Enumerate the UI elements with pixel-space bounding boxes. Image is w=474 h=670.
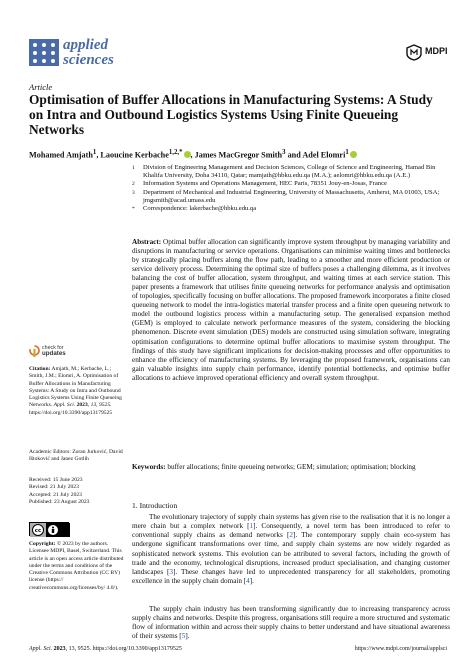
cc-license-badge[interactable] bbox=[29, 522, 69, 536]
affiliation-text: Information Systems and Operations Management, HEC Paris, 78351 Jouy-en-Josas, France bbox=[143, 180, 387, 188]
journal-name-line1: applied bbox=[63, 37, 108, 53]
citation-link[interactable]: 2 bbox=[289, 531, 293, 540]
publisher-logo[interactable] bbox=[405, 44, 446, 61]
abstract bbox=[132, 238, 450, 383]
author-list bbox=[29, 148, 449, 161]
journal-logo-icon bbox=[29, 39, 59, 66]
author-name: Laoucine Kerbache bbox=[100, 150, 169, 160]
footer-citation bbox=[29, 646, 182, 652]
footer-journal-link[interactable]: https://www.mdpi.com/journal/applsci bbox=[354, 646, 447, 652]
journal-name-line2: sciences bbox=[63, 52, 114, 68]
affiliation-text: Department of Mechanical and Industrial Engineering, University of Massachusetts, Amherst, MA 01003, USA; jmgsmith@acad.umass.edu bbox=[143, 188, 440, 204]
affiliations bbox=[132, 164, 452, 213]
copyright-text: © 2023 by the authors. Licensee MDPI, Basel, Switzerland. This article is an open access article distributed under the terms and conditions of the Creative Commons Attribution (CC BY) license (https:// creativecommons.org/licenses/by/ 4.0/). bbox=[29, 541, 124, 591]
text-run: ]. Consequently, a novel term has been introduced to refer to conventional supply chains as demand networks [ bbox=[132, 522, 450, 540]
intro-paragraph-2 bbox=[132, 605, 450, 642]
academic-editors bbox=[29, 449, 124, 464]
intro-paragraph-1 bbox=[132, 513, 450, 586]
journal-name bbox=[63, 38, 114, 68]
check-updates-icon bbox=[29, 345, 40, 358]
citation-text: Amjath, M.; Kerbache, L.; Smith, J.M.; Elomri, A. Optimisation of Buffer Allocations in Manufacturing Systems: A Study on Intra and Outbound Logistics Systems Using Finite Queueing Networks. bbox=[29, 366, 122, 409]
footer-rest: , 13, 9525. https://doi.org/10.3390/app13179525 bbox=[65, 646, 182, 652]
citation-label: Citation: bbox=[29, 366, 51, 372]
citation-link[interactable]: 1 bbox=[249, 522, 254, 531]
copyright-block bbox=[29, 541, 124, 592]
check-updates-label: check for bbox=[42, 345, 64, 351]
keywords bbox=[132, 463, 450, 472]
author-affil: 1 bbox=[345, 149, 349, 156]
abstract-label: Abstract: bbox=[132, 238, 162, 246]
orcid-icon[interactable] bbox=[184, 151, 191, 158]
affiliation-item bbox=[132, 164, 452, 180]
affiliation-item bbox=[132, 180, 452, 188]
dates-block bbox=[29, 477, 124, 506]
publisher-shield-icon bbox=[405, 44, 423, 61]
paper-title: Optimisation of Buffer Allocations in Manufacturing Systems: A Study on Intra and Outbound Logistics Systems Using Finite Queueing Networks bbox=[29, 92, 433, 137]
affiliation-item bbox=[132, 189, 452, 205]
footer-journal: Appl. Sci. bbox=[29, 646, 53, 652]
keywords-label: Keywords: bbox=[132, 463, 166, 471]
cc-label: cc bbox=[34, 528, 42, 535]
copyright-label: Copyright: bbox=[29, 541, 56, 547]
publisher-name: MDPI bbox=[425, 46, 448, 56]
check-updates-label: updates bbox=[42, 350, 66, 357]
text-run: ]. bbox=[185, 632, 190, 641]
affiliation-marker: 2 bbox=[132, 181, 135, 188]
footer-year: 2023 bbox=[53, 646, 66, 652]
text-run: The supply chain industry has been transforming significantly due to increasing transparency across supply chains and networks. Despite this progress, organisations still require a more structured and systematic flow of information within and across their supply chains to better understand and have situational awareness of their systems [ bbox=[132, 605, 450, 641]
date-revised: Revised: 21 July 2023 bbox=[29, 484, 79, 491]
date-published: Published: 23 August 2023 bbox=[29, 498, 90, 505]
citation-link[interactable]: 3 bbox=[169, 567, 174, 576]
affiliation-marker: * bbox=[132, 206, 135, 213]
affiliation-text: Correspondence: lakerbache@hbku.edu.qa bbox=[143, 205, 257, 213]
author-name: Mohamed Amjath bbox=[29, 150, 93, 160]
author-affil: 1,2,* bbox=[168, 149, 183, 156]
affiliation-marker: 1 bbox=[132, 165, 135, 171]
abstract-text: Optimal buffer allocation can significantly improve system throughput by managing variability and disruptions in manufacturing or service operations. Organisations can minimise waiting times and bottlenecks by strategically placing buffers along the flow path, leading to a smoother and more efficient production or service delivery process. Determining the optimal size of buffers poses a challenging dilemma, as it involves balancing the cost of buffer allocation, system throughput, and waiting times at each service station. This paper presents a framework that utilises finite queueing networks for performance analysis and optimisation of topologies, specifically focusing on buffer allocations. The proposed framework incorporates a finite closed queueing network to model the intra-logistics material transfer process and a finite open queueing network to model the outbound logistics process within a manufacturing setup. The generalised expansion method (GEM) is employed to calculate network performance measures of the system, considering the blocking phenomenon. Discrete event simulation (DES) models are constructed using simulation software, integrating optimisation configurations to determine optimal buffer allocations to maximise system throughput. The findings of this study have significant implications for decision-making processes and offer opportunities to enhance the efficiency of manufacturing systems. By leveraging the proposed framework, organisations can gain valuable insights into supply chain performance, identify potential bottlenecks, and optimise buffer allocations to achieve improved operational efficiency and overall system throughput. bbox=[132, 238, 451, 382]
citation-link[interactable]: 4 bbox=[246, 577, 250, 586]
author-affil: 1 bbox=[92, 149, 97, 156]
author-separator: , bbox=[190, 150, 195, 160]
author-name: Adel Elomri bbox=[302, 150, 346, 160]
affiliation-item bbox=[132, 205, 452, 213]
citation-doi-link[interactable]: https://doi.org/10.3390/app13179525 bbox=[29, 409, 113, 416]
orcid-icon[interactable] bbox=[350, 151, 357, 158]
citation-journal: Appl. Sci. bbox=[53, 402, 76, 409]
author-affil: 3 bbox=[282, 149, 286, 156]
article-type: Article bbox=[29, 82, 53, 92]
date-received: Received: 15 June 2023 bbox=[29, 477, 83, 483]
affiliation-marker: 3 bbox=[132, 189, 135, 196]
affiliation-text: Division of Engineering Management and Decision Sciences, College of Science and Engineering, Hamad Bin Khalifa University, Doha 34110, Qatar; mamjath@hbku.edu.qa (M.A.); aelomri@hbku.edu.qa (A.E.) bbox=[143, 164, 436, 180]
keywords-text: buffer allocations; finite queueing networks; GEM; simulation; optimisation; blocking bbox=[167, 463, 416, 471]
section-heading: 1. Introduction bbox=[132, 501, 178, 510]
citation-volume: , 13, 9525. bbox=[87, 402, 112, 409]
check-updates-badge[interactable] bbox=[29, 344, 79, 362]
author-separator: and bbox=[285, 150, 303, 160]
editors-label: Academic Editors: bbox=[29, 449, 71, 455]
citation-link[interactable]: 5 bbox=[181, 632, 186, 641]
text-run: The evolutionary trajectory of supply chain systems has given rise to the realisation that it is no longer a mere chain but a complex network [ bbox=[132, 513, 450, 531]
citation-year: 2023 bbox=[76, 402, 88, 409]
date-accepted: Accepted: 21 July 2023 bbox=[29, 491, 82, 498]
text-run: ]. bbox=[249, 577, 254, 586]
author-name: James MacGregor Smith bbox=[194, 150, 283, 160]
editors-text: Zoran Jurković, David Ištoković and Janez Gotlih bbox=[29, 449, 123, 463]
text-run: ]. These changes have led to unprecedented transparency for all stakeholders, promoting excellence in the supply chain domain [ bbox=[132, 567, 450, 586]
text-run: ]. The contemporary supply chain eco-system has undergone significant transformations over time, and supply chain systems are now widely regarded as sophisticated network systems. This evolution can be attributed to several factors, including the growth of trade and the economy, technological disruptions, increased product specialisation, and changing customer landscapes [ bbox=[132, 531, 450, 576]
author-separator: , bbox=[96, 150, 101, 160]
citation-block bbox=[29, 366, 124, 417]
cc-by-icon bbox=[30, 523, 70, 537]
